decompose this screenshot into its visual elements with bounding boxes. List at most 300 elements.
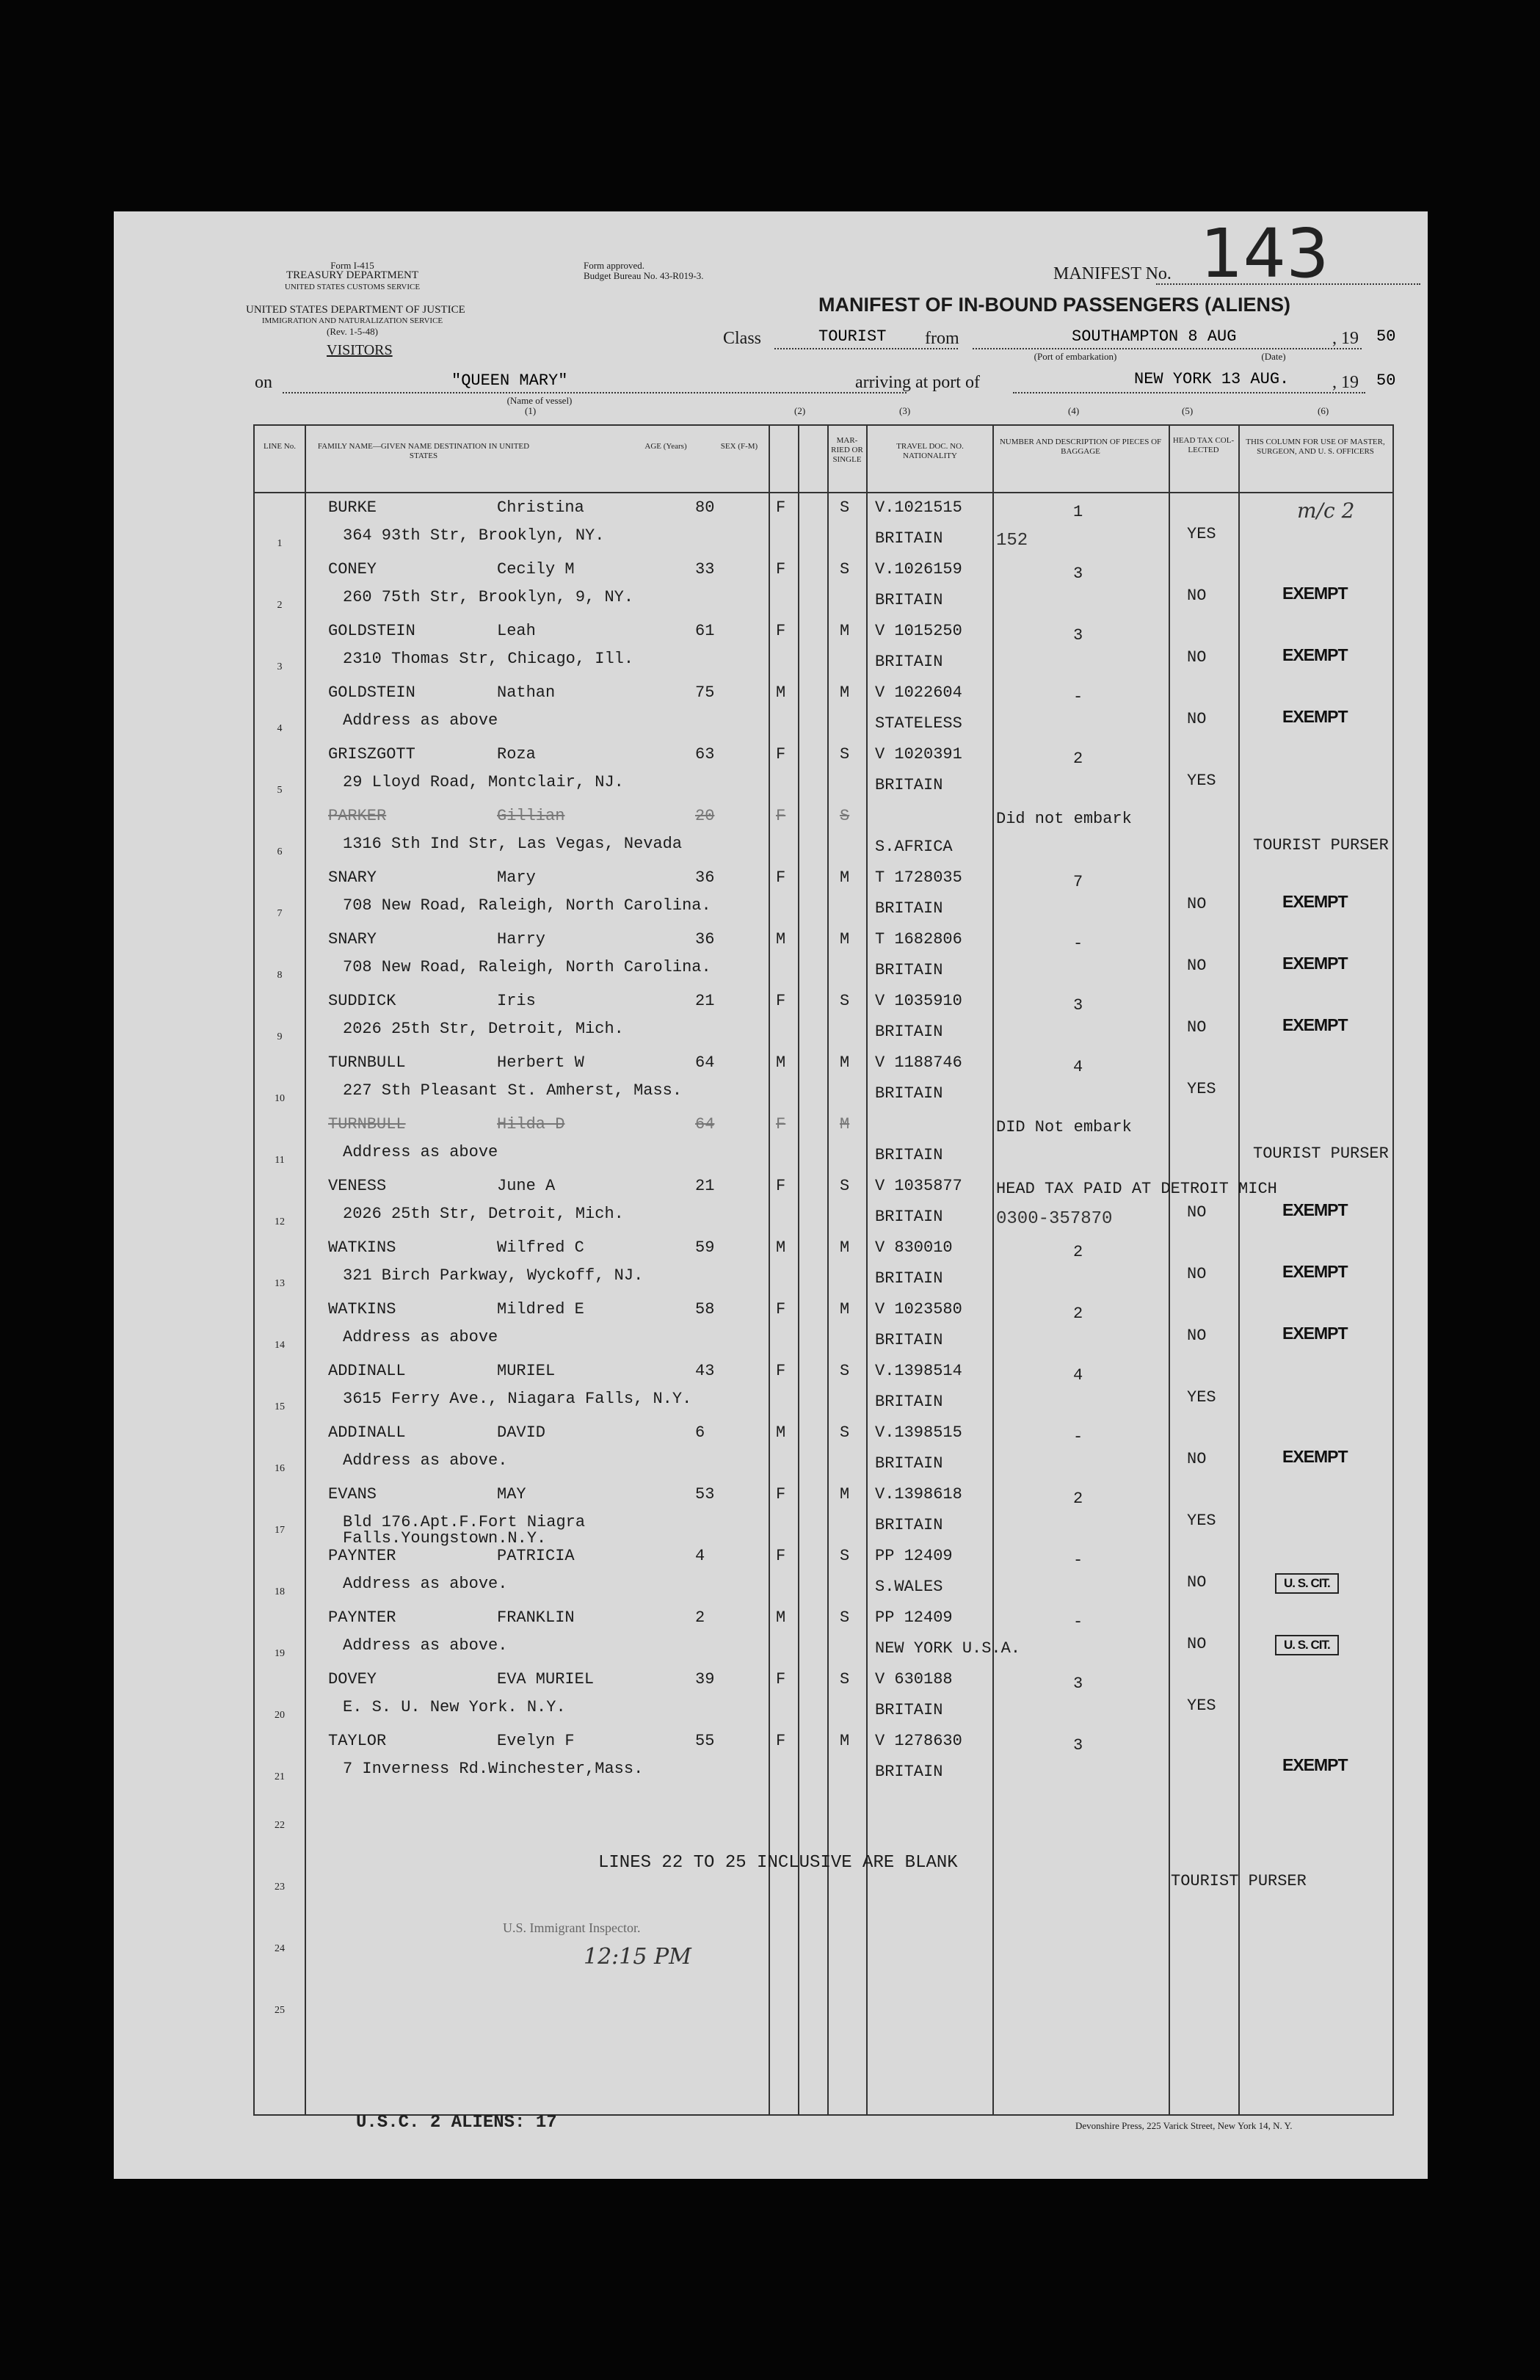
sex: M <box>776 930 786 948</box>
baggage: - <box>1073 688 1083 706</box>
table-row <box>255 1667 1392 1729</box>
age: 64 <box>695 1115 715 1133</box>
sex: F <box>776 807 786 825</box>
manifest-number: 143 <box>1200 214 1329 293</box>
baggage: 7 <box>1073 873 1083 891</box>
nationality: STATELESS <box>875 714 962 733</box>
footer-press: Devonshire Press, 225 Varick Street, New York 14, N. Y. <box>1075 2120 1293 2131</box>
age: 59 <box>695 1238 715 1257</box>
head-tax: NO <box>1187 1203 1207 1222</box>
sex: F <box>776 745 786 763</box>
officer-note: EXEMPT <box>1282 645 1348 664</box>
baggage: - <box>1073 1428 1083 1446</box>
year-prefix-1: , 19 <box>1332 329 1359 348</box>
date-note: (Date) <box>1261 351 1286 362</box>
officer-note: U. S. CIT. <box>1275 1573 1339 1594</box>
sex: F <box>776 560 786 578</box>
line-number: 7 <box>277 908 283 919</box>
family-name: GOLDSTEIN <box>328 622 415 640</box>
col-head-tax: HEAD TAX COL-LECTED <box>1172 436 1235 454</box>
on-label: on <box>255 373 272 392</box>
officer-note: EXEMPT <box>1282 892 1348 911</box>
table-row <box>255 1359 1392 1421</box>
age: 4 <box>695 1547 705 1565</box>
table-row <box>255 619 1392 681</box>
col-head-line: LINE No. <box>264 442 296 451</box>
age: 58 <box>695 1300 715 1318</box>
table-row <box>255 1482 1392 1548</box>
table-row <box>255 1174 1392 1236</box>
officer-note: EXEMPT <box>1282 1015 1348 1034</box>
age: 33 <box>695 560 715 578</box>
marital-status: S <box>840 1608 850 1627</box>
head-tax: NO <box>1187 1018 1207 1037</box>
line-number: 8 <box>277 970 283 981</box>
given-name: Cecily M <box>497 560 575 578</box>
from-value: SOUTHAMPTON 8 AUG <box>1072 327 1237 346</box>
baggage: - <box>1073 1613 1083 1631</box>
officer-note: EXEMPT <box>1282 1447 1348 1466</box>
marital-status: S <box>840 745 850 763</box>
head-tax: NO <box>1187 1635 1207 1653</box>
travel-doc: V 630188 <box>875 1670 953 1688</box>
col-num-5: (5) <box>1182 405 1194 416</box>
sex: F <box>776 992 786 1010</box>
address: 7 Inverness Rd.Winchester,Mass. <box>343 1760 644 1778</box>
dept-customs: UNITED STATES CUSTOMS SERVICE <box>284 283 421 291</box>
nationality: BRITAIN <box>875 653 943 671</box>
table-row <box>255 866 1392 927</box>
col-head-age: AGE (Years) <box>644 442 687 451</box>
form-revision: (Rev. 1-5-48) <box>327 326 378 337</box>
marital-status: S <box>840 807 850 825</box>
head-tax: YES <box>1187 1080 1216 1098</box>
col-num-4: (4) <box>1068 405 1080 416</box>
class-label: Class <box>723 329 762 348</box>
address: Address as above <box>343 1143 498 1161</box>
address: 260 75th Str, Brooklyn, 9, NY. <box>343 588 634 606</box>
marital-status: M <box>840 1485 850 1503</box>
given-name: Harry <box>497 930 546 948</box>
baggage: 3 <box>1073 1736 1083 1755</box>
head-tax: NO <box>1187 1265 1207 1283</box>
marital-status: M <box>840 930 850 948</box>
marital-status: M <box>840 1300 850 1318</box>
given-name: Nathan <box>497 683 556 702</box>
given-name: Iris <box>497 992 536 1010</box>
sex: F <box>776 1732 786 1750</box>
manifest-no-label: MANIFEST No. <box>1053 264 1172 283</box>
line-number: 18 <box>275 1586 285 1597</box>
year-prefix-2: , 19 <box>1332 373 1359 392</box>
address: 708 New Road, Raleigh, North Carolina. <box>343 896 711 915</box>
family-name: TURNBULL <box>328 1115 406 1133</box>
travel-doc: V.1398618 <box>875 1485 962 1503</box>
given-name: PATRICIA <box>497 1547 575 1565</box>
address: Address as above. <box>343 1575 508 1593</box>
given-name: Christina <box>497 498 584 517</box>
sex: M <box>776 1053 786 1072</box>
officer-note: EXEMPT <box>1282 954 1348 973</box>
address: Bld 176.Apt.F.Fort Niagra Falls.Youngstown.N.Y. <box>343 1513 586 1548</box>
extra-note: 152 <box>996 531 1028 551</box>
officer-note: EXEMPT <box>1282 1324 1348 1343</box>
baggage: - <box>1073 935 1083 953</box>
officer-note: EXEMPT <box>1282 1200 1348 1219</box>
baggage: 4 <box>1073 1058 1083 1076</box>
head-tax: NO <box>1187 587 1207 605</box>
head-tax: YES <box>1187 772 1216 790</box>
family-name: CONEY <box>328 560 377 578</box>
travel-doc: V 1035877 <box>875 1177 962 1195</box>
family-name: GOLDSTEIN <box>328 683 415 702</box>
line-number: 12 <box>275 1216 285 1227</box>
officer-note: TOURIST PURSER <box>1253 836 1389 855</box>
nationality: BRITAIN <box>875 1023 943 1041</box>
baggage: 2 <box>1073 1243 1083 1261</box>
table-row <box>255 496 1392 557</box>
given-name: FRANKLIN <box>497 1608 575 1627</box>
travel-doc: V 830010 <box>875 1238 953 1257</box>
nationality: BRITAIN <box>875 529 943 548</box>
table-row <box>255 1236 1392 1297</box>
footer-summary: U.S.C. 2 ALIENS: 17 <box>356 2113 557 2133</box>
baggage: 2 <box>1073 1490 1083 1508</box>
address: 227 Sth Pleasant St. Amherst, Mass. <box>343 1081 683 1100</box>
line-number: 21 <box>275 1771 285 1782</box>
head-tax: YES <box>1187 1697 1216 1715</box>
family-name: PAYNTER <box>328 1608 396 1627</box>
purser-bottom: TOURIST PURSER <box>1171 1872 1307 1890</box>
officer-note: EXEMPT <box>1282 1755 1348 1774</box>
table-row <box>255 804 1392 866</box>
col-head-travel: TRAVEL DOC. NO. NATIONALITY <box>896 442 964 460</box>
family-name: BURKE <box>328 498 377 517</box>
baggage: DID Not embark <box>996 1118 1132 1136</box>
col-num-2: (2) <box>794 405 806 416</box>
nationality: BRITAIN <box>875 1084 943 1103</box>
table-row <box>255 927 1392 989</box>
col-num-6: (6) <box>1318 405 1329 416</box>
marital-status: S <box>840 1670 850 1688</box>
family-name: WATKINS <box>328 1238 396 1257</box>
given-name: DAVID <box>497 1423 546 1442</box>
address: Address as above. <box>343 1636 508 1655</box>
nationality: BRITAIN <box>875 899 943 918</box>
line-number: 22 <box>275 1820 285 1831</box>
line-number: 10 <box>275 1093 285 1104</box>
marital-status: S <box>840 498 850 517</box>
line-number: 16 <box>275 1463 285 1474</box>
age: 43 <box>695 1362 715 1380</box>
marital-status: S <box>840 1177 850 1195</box>
sex: F <box>776 1547 786 1565</box>
age: 64 <box>695 1053 715 1072</box>
nationality: BRITAIN <box>875 1516 943 1534</box>
dept-immigration: IMMIGRATION AND NATURALIZATION SERVICE <box>261 316 443 325</box>
table-row <box>255 1112 1392 1174</box>
year-value-1: 50 <box>1376 327 1396 346</box>
manifest-title: MANIFEST OF IN-BOUND PASSENGERS (ALIENS) <box>818 294 1291 316</box>
baggage: 2 <box>1073 1305 1083 1323</box>
vessel-note: (Name of vessel) <box>506 395 573 406</box>
marital-status: M <box>840 868 850 887</box>
age: 2 <box>695 1608 705 1627</box>
table-row <box>255 1421 1392 1482</box>
sex: M <box>776 1423 786 1442</box>
sex: F <box>776 1300 786 1318</box>
travel-doc: T 1728035 <box>875 868 962 887</box>
given-name: MURIEL <box>497 1362 556 1380</box>
line-number: 23 <box>275 1882 285 1893</box>
from-label: from <box>925 329 959 348</box>
from-line <box>973 348 1362 349</box>
travel-doc: V.1026159 <box>875 560 962 578</box>
port-embark-note: (Port of embarkation) <box>1034 351 1117 362</box>
inspector-time: 12:15 PM <box>584 1944 691 1970</box>
nationality: S.WALES <box>875 1578 943 1596</box>
nationality: S.AFRICA <box>875 838 953 856</box>
travel-doc: V 1022604 <box>875 683 962 702</box>
family-name: DOVEY <box>328 1670 377 1688</box>
col-head-sex: SEX (F-M) <box>720 442 758 451</box>
vessel-line <box>283 392 907 393</box>
family-name: SUDDICK <box>328 992 396 1010</box>
family-name: SNARY <box>328 930 377 948</box>
year-value-2: 50 <box>1376 371 1396 390</box>
line-number: 19 <box>275 1648 285 1659</box>
col-head-officers: THIS COLUMN FOR USE OF MASTER, SURGEON, AND U. S. OFFICERS <box>1246 438 1385 456</box>
marital-status: S <box>840 992 850 1010</box>
extra-note: 0300-357870 <box>996 1209 1113 1229</box>
officer-note: EXEMPT <box>1282 1262 1348 1281</box>
age: 36 <box>695 868 715 887</box>
sex: F <box>776 1670 786 1688</box>
baggage: - <box>1073 1551 1083 1570</box>
nationality: NEW YORK U.S.A. <box>875 1639 1021 1658</box>
age: 21 <box>695 1177 715 1195</box>
travel-doc: V.1021515 <box>875 498 962 517</box>
sex: F <box>776 1485 786 1503</box>
address: Address as above <box>343 1328 498 1346</box>
nationality: BRITAIN <box>875 776 943 794</box>
arrival-line <box>1013 392 1365 393</box>
baggage: 2 <box>1073 750 1083 768</box>
address: E. S. U. New York. N.Y. <box>343 1698 566 1716</box>
nationality: BRITAIN <box>875 1763 943 1781</box>
line-number: 5 <box>277 785 283 796</box>
family-name: VENESS <box>328 1177 387 1195</box>
head-tax: NO <box>1187 1573 1207 1592</box>
family-name: WATKINS <box>328 1300 396 1318</box>
address: 2310 Thomas Str, Chicago, Ill. <box>343 650 634 668</box>
marital-status: M <box>840 622 850 640</box>
baggage: 3 <box>1073 996 1083 1015</box>
family-name: ADDINALL <box>328 1423 406 1442</box>
travel-doc: V.1398514 <box>875 1362 962 1380</box>
form-number: Form I-415 <box>330 260 374 271</box>
arriving-label: arriving at port of <box>855 373 980 392</box>
table-row <box>255 1729 1392 1791</box>
line-number: 17 <box>275 1525 285 1536</box>
given-name: EVA MURIEL <box>497 1670 595 1688</box>
head-tax: NO <box>1187 1450 1207 1468</box>
address: 364 93th Str, Brooklyn, NY. <box>343 526 605 545</box>
nationality: BRITAIN <box>875 1701 943 1719</box>
manifest-page <box>114 211 1428 2179</box>
age: 39 <box>695 1670 715 1688</box>
family-name: TURNBULL <box>328 1053 406 1072</box>
dept-treasury: TREASURY DEPARTMENT <box>286 269 419 281</box>
nationality: BRITAIN <box>875 1331 943 1349</box>
address: 708 New Road, Raleigh, North Carolina. <box>343 958 711 976</box>
col-head-baggage: NUMBER AND DESCRIPTION OF PIECES OF BAGGAGE <box>999 438 1162 456</box>
head-tax: NO <box>1187 1327 1207 1345</box>
travel-doc: V.1398515 <box>875 1423 962 1442</box>
nationality: BRITAIN <box>875 1269 943 1288</box>
marital-status: S <box>840 1547 850 1565</box>
table-row <box>255 989 1392 1051</box>
table-row <box>255 1544 1392 1606</box>
vessel-name: "QUEEN MARY" <box>451 371 568 390</box>
officer-note: m/c 2 <box>1297 498 1355 523</box>
family-name: PAYNTER <box>328 1547 396 1565</box>
given-name: Evelyn F <box>497 1732 575 1750</box>
marital-status: S <box>840 1423 850 1442</box>
nationality: BRITAIN <box>875 1454 943 1473</box>
given-name: Leah <box>497 622 536 640</box>
head-tax: YES <box>1187 525 1216 543</box>
table-row <box>255 681 1392 742</box>
given-name: Wilfred C <box>497 1238 584 1257</box>
address: 2026 25th Str, Detroit, Mich. <box>343 1020 624 1038</box>
given-name: Gillian <box>497 807 565 825</box>
travel-doc: V 1188746 <box>875 1053 962 1072</box>
sex: M <box>776 1608 786 1627</box>
address: 29 Lloyd Road, Montclair, NJ. <box>343 773 624 791</box>
head-tax: NO <box>1187 710 1207 728</box>
address: Address as above <box>343 711 498 730</box>
sex: F <box>776 622 786 640</box>
class-value: TOURIST <box>818 327 887 346</box>
sex: F <box>776 498 786 517</box>
dept-justice: UNITED STATES DEPARTMENT OF JUSTICE <box>246 304 465 316</box>
head-tax: NO <box>1187 957 1207 975</box>
officer-note: U. S. CIT. <box>1275 1635 1339 1655</box>
travel-doc: V 1020391 <box>875 745 962 763</box>
sex: M <box>776 1238 786 1257</box>
line-number: 20 <box>275 1710 285 1721</box>
sex: M <box>776 683 786 702</box>
sex: F <box>776 1177 786 1195</box>
sex: F <box>776 1115 786 1133</box>
marital-status: M <box>840 1115 850 1133</box>
age: 20 <box>695 807 715 825</box>
sex: F <box>776 868 786 887</box>
travel-doc: T 1682806 <box>875 930 962 948</box>
col-head-name: FAMILY NAME—GIVEN NAME DESTINATION IN UNITED STATES <box>317 442 530 460</box>
travel-doc: V 1023580 <box>875 1300 962 1318</box>
age: 6 <box>695 1423 705 1442</box>
age: 36 <box>695 930 715 948</box>
baggage: 4 <box>1073 1366 1083 1385</box>
line-number: 13 <box>275 1278 285 1289</box>
age: 80 <box>695 498 715 517</box>
line-number: 6 <box>277 846 283 857</box>
line-number: 3 <box>277 661 283 672</box>
visitors-label: VISITORS <box>327 342 393 358</box>
family-name: ADDINALL <box>328 1362 406 1380</box>
family-name: SNARY <box>328 868 377 887</box>
marital-status: M <box>840 1053 850 1072</box>
nationality: BRITAIN <box>875 591 943 609</box>
budget-bureau: Budget Bureau No. 43-R019-3. <box>584 270 704 281</box>
address: 1316 Sth Ind Str, Las Vegas, Nevada <box>343 835 683 853</box>
col-num-3: (3) <box>899 405 911 416</box>
address: Address as above. <box>343 1451 508 1470</box>
line-number: 15 <box>275 1401 285 1412</box>
sex: F <box>776 1362 786 1380</box>
officer-note: EXEMPT <box>1282 707 1348 726</box>
nationality: BRITAIN <box>875 1208 943 1226</box>
officer-note: TOURIST PURSER <box>1253 1144 1389 1163</box>
family-name: PARKER <box>328 807 387 825</box>
travel-doc: V 1278630 <box>875 1732 962 1750</box>
head-tax: NO <box>1187 648 1207 667</box>
given-name: Herbert W <box>497 1053 584 1072</box>
line-number: 1 <box>277 538 283 549</box>
line-number: 14 <box>275 1340 285 1351</box>
given-name: June A <box>497 1177 556 1195</box>
age: 53 <box>695 1485 715 1503</box>
blank-lines-note: LINES 22 TO 25 INCLUSIVE ARE BLANK <box>598 1853 958 1873</box>
table-row <box>255 1297 1392 1359</box>
officer-note: EXEMPT <box>1282 584 1348 603</box>
baggage: Did not embark <box>996 810 1132 828</box>
head-tax: NO <box>1187 895 1207 913</box>
given-name: Hilda D <box>497 1115 565 1133</box>
baggage: 3 <box>1073 1675 1083 1693</box>
head-tax: YES <box>1187 1512 1216 1530</box>
baggage: 3 <box>1073 626 1083 645</box>
head-tax: YES <box>1187 1388 1216 1407</box>
line-number: 24 <box>275 1943 285 1954</box>
age: 63 <box>695 745 715 763</box>
marital-status: S <box>840 560 850 578</box>
marital-status: M <box>840 683 850 702</box>
nationality: BRITAIN <box>875 961 943 979</box>
line-number: 4 <box>277 723 283 734</box>
given-name: Roza <box>497 745 536 763</box>
line-number: 11 <box>275 1155 285 1166</box>
age: 21 <box>695 992 715 1010</box>
age: 55 <box>695 1732 715 1750</box>
table-row <box>255 742 1392 804</box>
table-row <box>255 1051 1392 1112</box>
baggage: 3 <box>1073 565 1083 583</box>
address: 3615 Ferry Ave., Niagara Falls, N.Y. <box>343 1390 692 1408</box>
travel-doc: PP 12409 <box>875 1608 953 1627</box>
given-name: Mildred E <box>497 1300 584 1318</box>
nationality: BRITAIN <box>875 1393 943 1411</box>
marital-status: S <box>840 1362 850 1380</box>
address: 321 Birch Parkway, Wyckoff, NJ. <box>343 1266 644 1285</box>
line-number: 2 <box>277 600 283 611</box>
table-row <box>255 1606 1392 1667</box>
line-number: 25 <box>275 2005 285 2016</box>
marital-status: M <box>840 1238 850 1257</box>
travel-doc: V 1035910 <box>875 992 962 1010</box>
